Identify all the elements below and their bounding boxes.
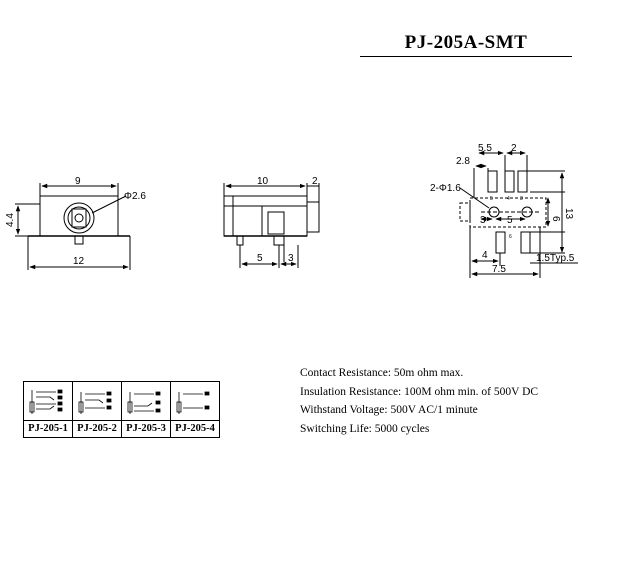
front-hole-label: Φ2.6 [124,191,146,202]
variant-label-3: PJ-205-3 [122,421,171,438]
side-pin-a [237,236,243,245]
footprint-d-2-label: 2 [511,143,517,154]
side-view-body [224,196,307,236]
spec-withstand-voltage: Withstand Voltage: 500V AC/1 minute [300,404,478,416]
side-pin-b [274,236,284,245]
variant-label-1: PJ-205-1 [24,421,73,438]
variant-schematic-2 [73,382,122,421]
pad-4 [505,171,514,192]
side-view-lip [307,202,319,232]
part-number-title: PJ-205A-SMT [360,32,572,57]
pad-6 [521,232,530,253]
side-view-window [268,212,284,234]
spec-insulation-resistance: Insulation Resistance: 100M ohm min. of 500V DC [300,385,539,398]
side-pin-b-label: 3 [288,253,294,264]
footprint-d-15-label: 1.5Typ.5 [536,253,575,264]
footprint-d-28-label: 2.8 [456,156,470,167]
side-length-label: 10 [257,176,269,187]
pin-label-6: 6 [509,234,512,240]
pin-label-3: 3 [520,196,523,202]
footprint-d-55-label: 5.5 [478,143,492,154]
footprint-d-75-label: 7.5 [492,264,506,275]
side-view [224,183,319,268]
variant-table [23,381,220,438]
variant-schematic-4 [171,382,220,421]
variant-schematic-3 [122,382,171,421]
variant-label-2: PJ-205-2 [73,421,122,438]
specifications [300,364,538,438]
side-lip-label: 2 [312,176,318,187]
variant-schematic-1 [24,382,73,421]
front-width-label: 9 [75,176,81,187]
pad-5 [488,171,497,192]
pin-label-5: 5 [490,196,493,202]
footprint-d-13-label: 13 [563,208,574,220]
pad-3 [518,171,527,192]
variant-label-4: PJ-205-4 [171,421,220,438]
front-pin [75,236,83,244]
footprint-holes-label: 2-Φ1.6 [430,183,461,194]
footprint-d-6-label: 6 [550,216,561,222]
spec-contact-resistance: Contact Resistance: 50m ohm max. [300,367,464,379]
footprint-d-3-label: 3 [480,215,486,226]
pad-bottom-left [496,232,505,253]
front-height-label: 4.4 [5,213,16,227]
pin-label-4: 4 [507,196,510,202]
footprint-d-5-label: 5 [507,215,513,226]
side-pin-a-label: 5 [257,253,263,264]
front-base-label: 12 [73,256,85,267]
spec-switching-life: Switching Life: 5000 cycles [300,422,430,435]
footprint-d-4-label: 4 [482,250,488,261]
